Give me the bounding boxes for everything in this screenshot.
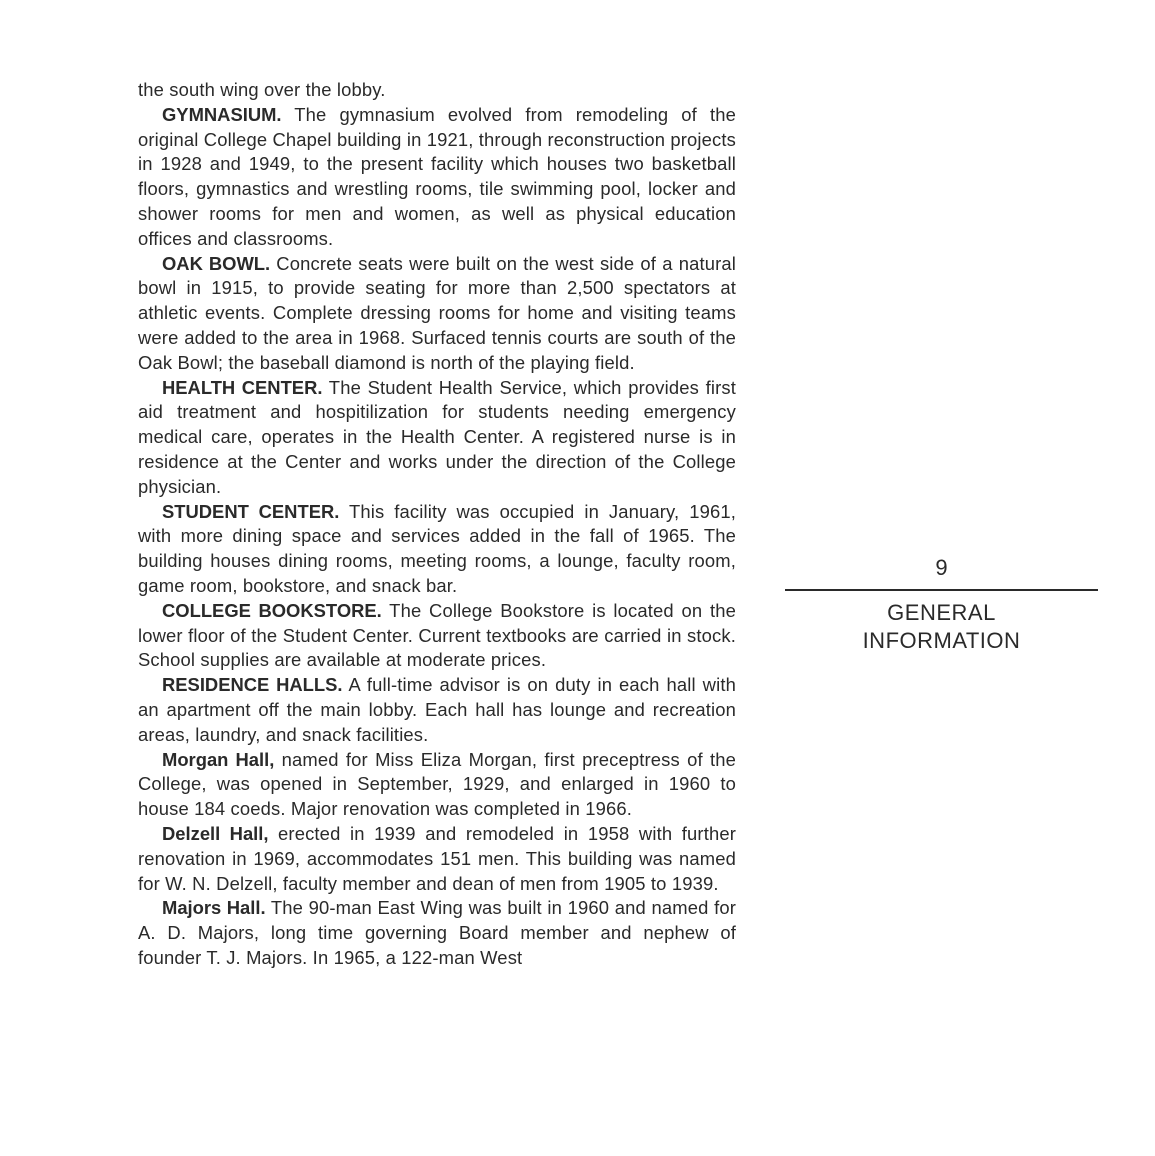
paragraph-text: named for Miss Eliza Morgan, first preceptress of the College, was opened in September, 1929, and enlarged in 1960 to house 184 coeds. Major renovation was completed in 1966. — [138, 748, 736, 820]
paragraph-student-center — [138, 500, 736, 599]
body-text-column — [138, 78, 736, 971]
paragraph-lead: RESIDENCE HALLS. — [162, 674, 343, 696]
paragraph-lead: STUDENT CENTER. — [162, 500, 340, 522]
paragraph-text: The 90-man East Wing was built in 1960 and named for A. D. Majors, long time governing Board member and nephew of founder T. J. Majors. In 1965, a 122-man West — [138, 897, 736, 968]
paragraph-text: A full-time advisor is on duty in each hall with an apartment off the main lobby. Each hall has lounge and recreation areas, laundry, and snack facilities. — [138, 674, 736, 745]
paragraph-morgan-hall — [138, 748, 736, 822]
section-sidebar — [785, 553, 1098, 655]
paragraph-text: This facility was occupied in January, 1961, with more dining space and services added in the fall of 1965. The building houses dining rooms, meeting rooms, a lounge, faculty room, game room, bookstore, and snack bar. — [138, 500, 736, 596]
paragraph-lead: Morgan Hall, — [162, 748, 275, 770]
paragraph-residence-halls — [138, 673, 736, 747]
paragraph-delzell-hall — [138, 822, 736, 896]
paragraph-lead: OAK BOWL. — [162, 252, 271, 274]
divider-rule — [785, 589, 1098, 591]
paragraph-health-center — [138, 376, 736, 500]
section-title-line-2: INFORMATION — [862, 628, 1021, 653]
paragraph-majors-hall — [138, 896, 736, 970]
paragraph-text: erected in 1939 and remodeled in 1958 with further renovation in 1969, accommodates 151 men. This building was named for W. N. Delzell, faculty member and dean of men from 1905 to 1939. — [138, 822, 736, 894]
paragraph-text: the south wing over the lobby. — [138, 79, 386, 100]
paragraph-continuation — [138, 78, 736, 103]
paragraph-text: The Student Health Service, which provides first aid treatment and hospitilization for students needing emergency medical care, operates in the Health Center. A registered nurse is in residence at the Center and works under the direction of the College physician. — [138, 376, 737, 497]
paragraph-text: The College Bookstore is located on the lower floor of the Student Center. Current textbooks are carried in stock. School supplies are available at moderate prices. — [138, 599, 736, 671]
section-title-line-1: GENERAL — [887, 600, 996, 625]
paragraph-oak-bowl — [138, 252, 736, 376]
paragraph-text: The gymnasium evolved from remodeling of the original College Chapel building in 1921, through reconstruction projects in 1928 and 1949, to the present facility which houses two basketball floors, gymnastics and wrestling rooms, tile swimming pool, locker and shower rooms for men and women, as well as physical education offices and classrooms. — [138, 103, 736, 249]
paragraph-text: Concrete seats were built on the west side of a natural bowl in 1915, to provide seating for more than 2,500 spectators at athletic events. Complete dressing rooms for home and visiting teams were added to the area in 1968. Surfaced tennis courts are south of the Oak Bowl; the baseball diamond is north of the playing field. — [138, 252, 737, 373]
paragraph-gymnasium — [138, 103, 736, 252]
paragraph-college-bookstore — [138, 599, 736, 673]
paragraph-lead: Majors Hall. — [162, 897, 266, 919]
paragraph-lead: HEALTH CENTER. — [162, 376, 323, 398]
paragraph-lead: Delzell Hall, — [162, 822, 269, 844]
paragraph-lead: GYMNASIUM. — [162, 103, 282, 125]
paragraph-lead: COLLEGE BOOKSTORE. — [162, 599, 382, 621]
page-number: 9 — [935, 555, 948, 580]
